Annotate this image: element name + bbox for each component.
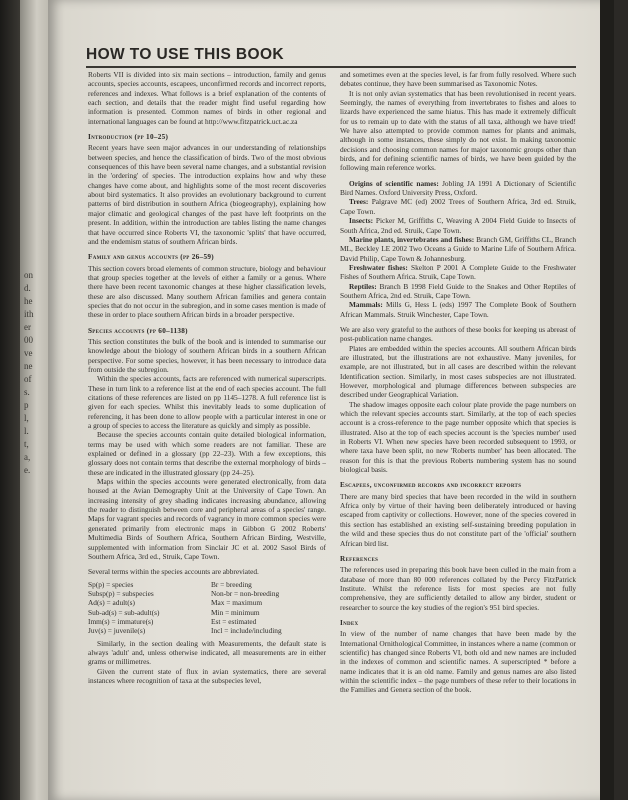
left-page-fragment: he — [24, 296, 33, 306]
intro-paragraph: Roberts VII is divided into six main sections – introduction, family and genus accounts, species accounts, escapees, unconfirmed records and incorrect reports, references and indexes. What follows is a brief explanation of the contents of each section, and details that the reader might find useful regarding how information is presented. Common names of birds in other regional and international languages can be found at http://www.fitzpatrick.uct.ac.za — [88, 70, 326, 126]
reference-item: Mammals: Mills G, Hess L (eds) 1997 The Complete Book of Southern African Mammals. Struik Winchester, Cape Town. — [340, 300, 576, 319]
term: Sp(p) = species — [88, 579, 134, 589]
left-page-fragment: p — [24, 400, 29, 410]
references-text: The references used in preparing this book have been culled in the main from a database of more than 80 000 references collated by the Percy FitzPatrick Institute. Whilst the reference lists for most species are not fully comprehensive, they are sufficiently detailed to allow any birder, student or researcher to source the key studies of the region's 951 bird species. — [340, 565, 576, 612]
left-page-fragment: of — [24, 374, 32, 384]
left-page-fragment: e. — [24, 465, 31, 475]
taxonomy-flux-paragraph: Given the current state of flux in avian systematics, there are several instances where recognition of taxa at the subspecies level, — [88, 666, 326, 685]
page-edge-shadow — [600, 0, 614, 800]
reference-item: Marine plants, invertebrates and fishes: Branch GM, Griffiths CL, Branch ML, Beckley LE 2002 Two Oceans a Guide to Marine Life of Southern Africa. David Philip, Cape Town & Johannesburg. — [340, 234, 576, 263]
term: Min = minimum — [211, 607, 260, 617]
left-column — [88, 70, 326, 790]
terms-right — [211, 580, 326, 636]
introduction-heading: Introduction (pp 10–25) — [88, 133, 169, 142]
continuation-paragraph: and sometimes even at the species level, is far from fully resolved. Where such debates continue, they have been summarised as Taxonomic Notes. — [340, 70, 576, 89]
reference-item: Freshwater fishes: Skelton P 2001 A Complete Guide to the Freshwater Fishes of Southern Africa. Struik, Cape Town. — [340, 262, 576, 282]
abbreviation-table — [88, 580, 326, 636]
left-page-fragment: t, — [24, 439, 29, 449]
terms-intro: Several terms within the species accounts are abbreviated. — [88, 567, 259, 577]
term: Max = maximum — [211, 598, 263, 608]
term: Est = estimated — [211, 616, 257, 626]
book-page — [48, 0, 614, 800]
escapees-heading: Escapees, unconfirmed records and incorrect reports — [340, 481, 522, 490]
reference-item: Reptiles: Branch B 1998 Field Guide to the Snakes and Other Reptiles of Southern Africa, 2nd ed. Struik, Cape Town. — [340, 281, 576, 300]
page-title: HOW TO USE THIS BOOK — [86, 46, 576, 68]
measurements-paragraph: Similarly, in the section dealing with Measurements, the default state is always 'adult' and, unless otherwise indicated, all measurements are in either grams or millimetres. — [88, 638, 326, 667]
species-paragraph-2: Within the species accounts, facts are referenced with numerical superscripts. These in turn link to a reference list at the end of each species account. The full citations of these references are listed on pp 1145–1278. A full reference list is given for each species. Whilst this inevitably leads to some duplication of referencing, it has been done to allow people with a particular interest in one or a group of species to access the literature as quickly and simply as possible. — [88, 374, 326, 431]
reference-item: Trees: Palgrave MC (ed) 2002 Trees of Southern Africa, 3rd ed. Struik, Cape Town. — [340, 197, 576, 216]
systematics-paragraph: It is not only avian systematics that has been revolutionised in recent years. Seemingly, the names of everything from invertebrates to fishes and aloes to lizards have experienced the same hiatus. This has made it extremely difficult for us to remain up to date with the status of all taxa, although we have tried! We have also attempted to provide common names for plants and animals, although in some instances, these simply do not exist. In making taxonomic decisions and choosing common names for major taxonomic groups other than birds, and for defining scientific names of birds, we have been guided by the following main reference works. — [340, 88, 576, 173]
left-page-fragment: l. — [24, 426, 29, 436]
left-page-fragment: s. — [24, 387, 30, 397]
left-page-fragment: ith — [24, 309, 34, 319]
species-paragraph-4: Maps within the species accounts were generated electronically, from data housed at the Avian Demography Unit at the University of Cape Town. An increasing intensity of grey shading indicates increasing abundance, allowing the reader to distinguish between core and peripheral areas of a species' range. Maps for vagrant species and records of vagrancy in more common species were generated primarily from electronic maps in Gibbon G 2002 Roberts' Multimedia Birds of Southern Africa, Southern African Birding, Westville, supplemented with information from Sinclair JC et al. 2002 Sasol Birds of Southern Africa, 3rd ed., Struik, Cape Town. — [88, 477, 326, 561]
species-accounts-heading: Species accounts (pp 60–1138) — [88, 326, 188, 335]
term: Imm(s) = immature(s) — [88, 616, 154, 626]
left-page-fragment: ve — [24, 348, 33, 358]
left-page-fragment: 00 — [24, 335, 33, 345]
term: Subsp(p) = subspecies — [88, 588, 154, 598]
left-page-edge — [20, 0, 48, 800]
term: Non-br = non-breeding — [211, 588, 280, 598]
term: Sub-ad(s) = sub-adult(s) — [88, 607, 160, 617]
term: Juv(s) = juvenile(s) — [88, 626, 146, 636]
index-text: In view of the number of name changes that have been made by the International Ornithological Committee, in instances where a name (common or scientific) has changed since Roberts VI, both old and new names are included in the indexes of common and scientific names. A superscripted * before a name indicates that it is an old name. Family and genus names are also listed within the scientific index – the page numbers of these refer to their locations in the Families and Genera section of the book. — [340, 629, 576, 695]
reference-item: Origins of scientific names: Jobling JA 1991 A Dictionary of Scientific Bird Names. Oxford University Press, Oxford. — [340, 178, 576, 198]
term: Br = breeding — [211, 579, 252, 589]
species-paragraph-1: This section constitutes the bulk of the book and is intended to summarise our knowledge about the biology of southern African birds in a southern African perspective. For some species, however, it has been necessary to introduce data from outside the subregion. — [88, 336, 326, 374]
left-page-fragment: ne — [24, 361, 33, 371]
term: Ad(s) = adult(s) — [88, 598, 135, 608]
reference-works-list — [340, 179, 576, 319]
family-genus-text: This section covers broad elements of common structure, biology and behaviour that group species together at the levels of either a family or a genus. Where there have been recent taxonomic changes at these higher classification levels, these are also discussed. Many southern African families and genera contain species that do not occur in the subregion, and in some cases mention is made of these in order to place southern African birds in a broader perspective. — [88, 263, 326, 320]
left-page-fragment: l, — [24, 413, 29, 423]
introduction-text: Recent years have seen major advances in our understanding of relationships between species, and hence the classification of birds. Two of the most obvious consequences of this have been several name changes, and a substantial revision in the 'ordering' of species. The introduction explains how and why these changes have come about, and highlights some of the most recent discoveries about bird systematics. It also provides an evolutionary background to current patterns of bird distribution in southern Africa (biogeography), explaining how major climatic and geological changes of the past have left footprints on the present. In addition, within the introduction are tables listing the name changes that have occurred since Roberts VI, the taxonomic 'splits' that have occurred, and the endemism status of southern African birds. — [88, 143, 326, 246]
escapees-text: There are many bird species that have been recorded in the wild in southern Africa only by virtue of their having been deliberately introduced or having escaped from captivity or collections. However, none of the species covered in this section has established an existing self-sustaining breeding population in the wild and these species thus do not constitute part of the 'official' southern African bird list. — [340, 491, 576, 548]
family-genus-heading: Family and genus accounts (pp 26–59) — [88, 253, 214, 262]
left-page-fragment: on — [24, 270, 33, 280]
plates-paragraph: Plates are embedded within the species accounts. All southern African birds are illustrated, but the illustrations are not exhaustive. Many juveniles, for example, are not illustrated, but in all cases are described within the relevant Identification section. Similarly, in most cases subspecies are not illustrated. However, morphological and plumage differences between subspecies are described under Geographical Variation. — [340, 343, 576, 400]
left-page-fragment: er — [24, 322, 31, 332]
species-paragraph-3: Because the species accounts contain quite detailed biological information, terms may be used with which some readers are not familiar. These are explained or defined in a glossary (pp 22–23). With a few exceptions, this glossary does not contain terms that describe the external morphology of birds – these are indicated in the illustrated glossary (pp 24–25). — [88, 430, 326, 477]
terms-left — [88, 580, 203, 636]
index-heading: Index — [340, 618, 359, 627]
reference-item: Insects: Picker M, Griffiths C, Weaving A 2004 Field Guide to Insects of South Africa, 2nd ed. Struik, Cape Town. — [340, 216, 576, 235]
left-page-fragment: d. — [24, 283, 31, 293]
references-heading: References — [340, 554, 379, 563]
shadow-images-paragraph: The shadow images opposite each colour plate provide the page numbers on which the relevant species accounts start. Similarly, at the top of each species account is a cross-reference to the page number opposite which that species is illustrated. Also at the top of each species account is the 'species number' used in Roberts VI. When new species have been recorded subsequent to 1993, or where taxa have been split, no new 'Roberts number' has been allocated. The reason for this is that the previous Roberts numbering system has no sound biological basis. — [340, 399, 576, 475]
book-spine-shadow — [0, 0, 20, 800]
left-page-fragment: a, — [24, 452, 31, 462]
term: Incl = include/including — [211, 626, 282, 636]
gratitude-paragraph: We are also very grateful to the authors of these books for keeping us abreast of post-publication name changes. — [340, 324, 576, 344]
right-column — [340, 70, 576, 790]
